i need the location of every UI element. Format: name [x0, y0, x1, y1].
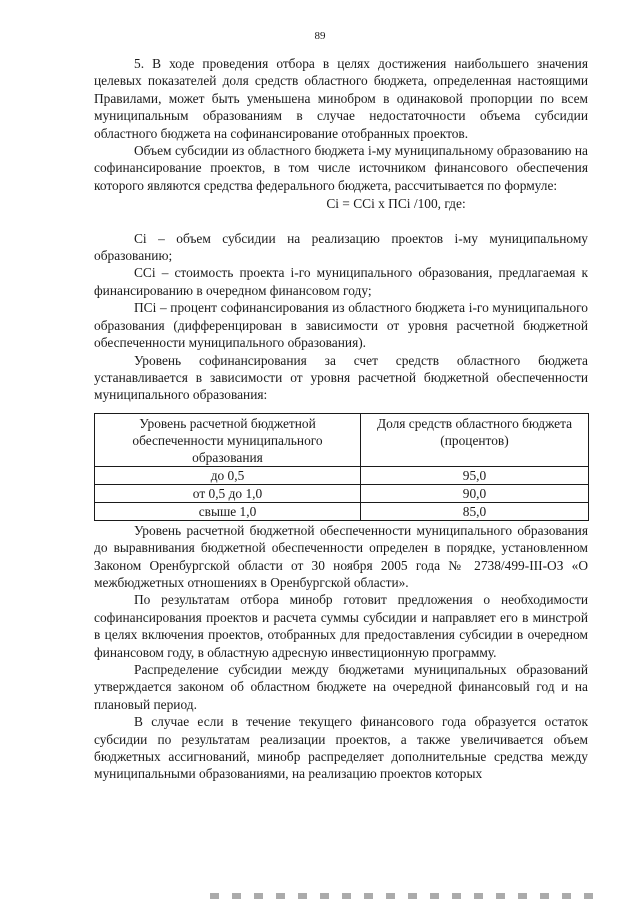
paragraph-subsidy-volume: Объем субсидии из областного бюджета i-му муниципальному образованию на софинансирование проектов, в том числе источником финансового обеспечения которого являются средства федерального бюджета, рассчитывается по формуле: [94, 143, 588, 193]
definition-ci: Ci – объем субсидии на реализацию проектов i-му муниципальному образованию; [94, 230, 588, 264]
paragraph-reduction-rule: 5. В ходе проведения отбора в целях достижения наибольшего значения целевых показателей доля средств областного бюджета, определенная настоящими Правилами, может быть уменьшена минобром в одинаковой пропорции по всем муниципальным образованиям в случае недостаточности объема субсидии областного бюджета на софинансирование отобранных проектов. [94, 56, 588, 141]
page-number: 89 [314, 30, 326, 42]
definition-pci: ПCi – процент софинансирования из областного бюджета i-го муниципального образования (дифференцирован в зависимости от уровня расчетной бюджетной обеспеченности муниципального образования). [94, 300, 588, 351]
table-cell-level: от 0,5 до 1,0 [95, 484, 361, 502]
table-cell-level: до 0,5 [95, 466, 361, 484]
table-header-row [95, 413, 589, 466]
subsidy-formula: Ci = CCi x ПCi /100, где: [326, 196, 466, 212]
table-row [95, 502, 589, 520]
table-cell-share: 85,0 [361, 502, 589, 520]
paragraph-budget-level: Уровень расчетной бюджетной обеспеченности муниципального образования до выравнивания бюджетной обеспеченности определен в порядке, установленном Законом Оренбургской области от 30 ноября 2005 года № 2738/499-III-ОЗ «О межбюджетных отношениях в Оренбургской области». [94, 522, 588, 590]
paragraph-remainder: В случае если в течение текущего финансового года образуется остаток субсидии по результатам реализации проектов, а также увеличивается объем бюджетных ассигнований, минобр распределяет дополнительные средства между муниципальными образованиями, на реализацию проектов которых [94, 714, 588, 782]
paragraph-proposals: По результатам отбора минобр готовит предложения о необходимости софинансирования проектов и расчета суммы субсидии и направляет его в минстрой в целях включения проектов, отобранных для предоставления субсидии в очередном финансовом году, в областную адресную инвестиционную программу. [94, 592, 588, 660]
table-header-level: Уровень расчетной бюджетной обеспеченности муниципального образования [95, 413, 361, 466]
scan-artifact-footer [210, 893, 600, 899]
cofinancing-table [94, 413, 589, 521]
table-cell-share: 95,0 [361, 466, 589, 484]
table-cell-share: 90,0 [361, 484, 589, 502]
table-header-share: Доля средств областного бюджета (процентов) [361, 413, 589, 466]
table-cell-level: свыше 1,0 [95, 502, 361, 520]
document-body [94, 55, 588, 783]
table-row [95, 466, 589, 484]
spacer [94, 213, 588, 230]
table-row [95, 484, 589, 502]
paragraph-cofinancing-level: Уровень софинансирования за счет средств областного бюджета устанавливается в зависимости от уровня расчетной бюджетной обеспеченности муниципального образования: [94, 352, 588, 403]
definition-cci: CCi – стоимость проекта i-го муниципального образования, предлагаемая к финансированию в очередном финансовом году; [94, 265, 588, 298]
paragraph-distribution: Распределение субсидии между бюджетами муниципальных образований утверждается законом об областном бюджете на очередной финансовый год и на плановый период. [94, 661, 588, 712]
